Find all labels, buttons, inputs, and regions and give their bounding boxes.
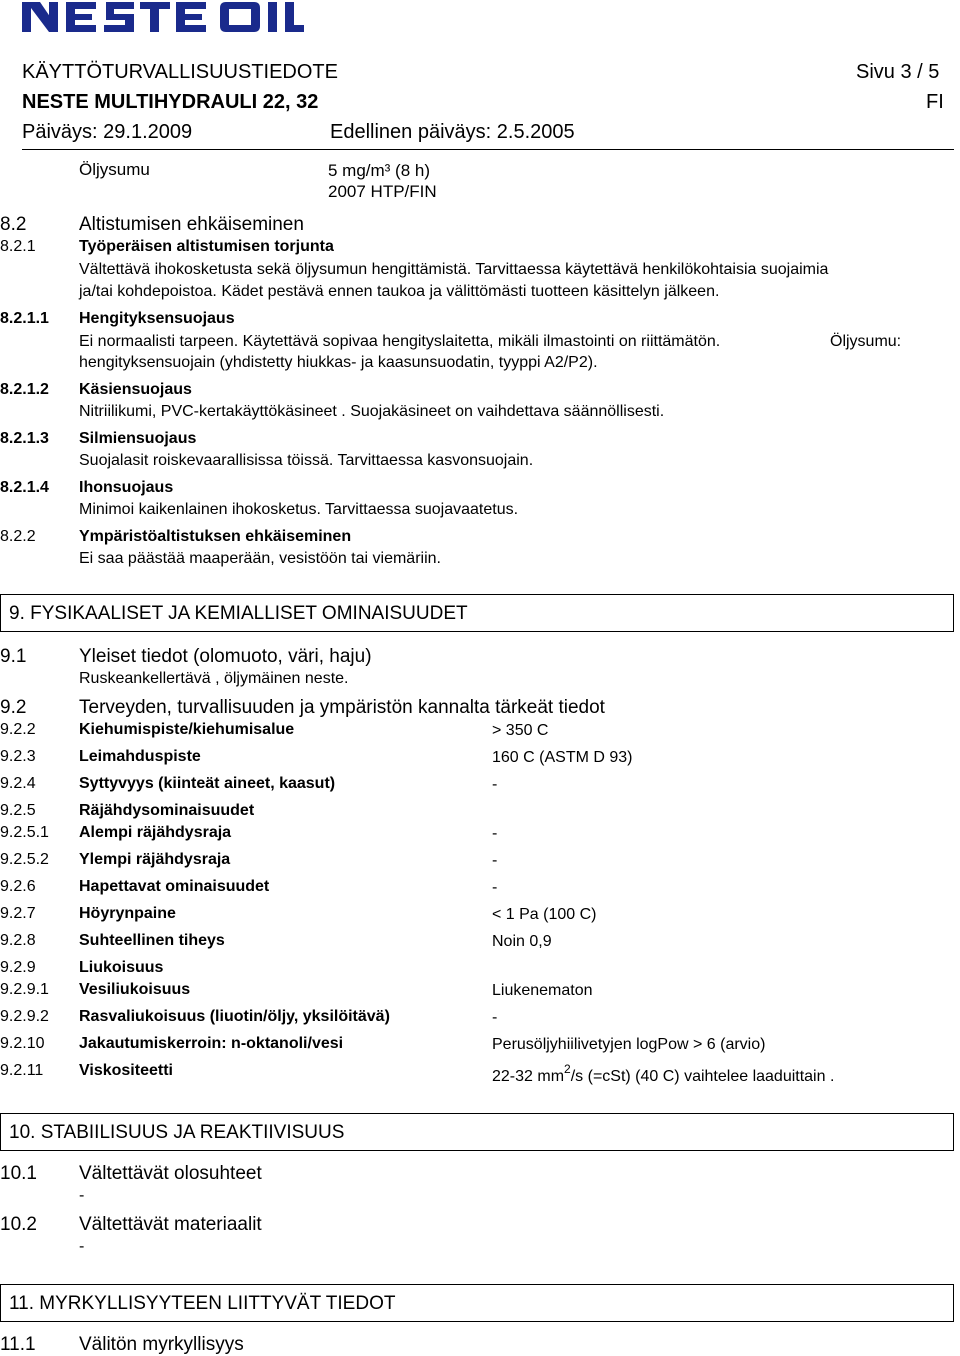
section-8-2-1-2-title: Käsiensuojaus	[79, 381, 192, 398]
prop-row-value: -	[492, 1009, 498, 1026]
prop-row-number: 9.2.10	[0, 1035, 45, 1052]
prop-row-number: 9.2.9	[0, 959, 36, 976]
prop-row-value: Liukenematon	[492, 982, 593, 999]
section-8-2-number: 8.2	[0, 214, 27, 235]
section-8-2-1-number: 8.2.1	[0, 238, 36, 255]
section-8-2-1-1-title: Hengityksensuojaus	[79, 310, 235, 327]
section-8-2-1-text-2: ja/tai kohdepoistoa. Kädet pestävä ennen taukoa ja välittömästi tuotteen käsittelyn jälkeen.	[79, 283, 720, 300]
page-indicator: Sivu 3 / 5	[856, 61, 940, 83]
document-type: KÄYTTÖTURVALLISUUSTIEDOTE	[22, 61, 338, 83]
section-8-2-1-3-title: Silmiensuojaus	[79, 430, 197, 447]
prop-row-label: Räjähdysominaisuudet	[79, 802, 255, 819]
section-8-2-2-text: Ei saa päästää maaperään, vesistöön tai viemäriin.	[79, 550, 441, 567]
section-10-1-number: 10.1	[0, 1163, 37, 1184]
section-8-2-1-4-title: Ihonsuojaus	[79, 479, 174, 496]
prop-row-number: 9.2.9.2	[0, 1008, 49, 1025]
prop-row-value: 160 C (ASTM D 93)	[492, 749, 633, 766]
section-8-2-1-1-text-1b: Öljysumu:	[830, 333, 902, 350]
section-8-2-1-text-1: Vältettävä ihokosketusta sekä öljysumun hengittämistä. Tarvittaessa käytettävä henkilökohtaisia suojaimia	[79, 261, 829, 278]
issue-date: Päiväys: 29.1.2009	[22, 121, 193, 143]
prop-row-value: < 1 Pa (100 C)	[492, 906, 597, 923]
section-9-title: 9. FYSIKAALISET JA KEMIALLISET OMINAISUUDET	[9, 603, 468, 624]
prop-row-number: 9.2.6	[0, 878, 36, 895]
section-9-2-title: Terveyden, turvallisuuden ja ympäristön kannalta tärkeät tiedot	[79, 697, 605, 718]
viscosity-number: 9.2.11	[0, 1062, 44, 1079]
prop-row-label: Hapettavat ominaisuudet	[79, 878, 270, 895]
prop-row-number: 9.2.7	[0, 905, 36, 922]
viscosity-label: Viskositeetti	[79, 1062, 173, 1079]
prop-row-label: Höyrynpaine	[79, 905, 176, 922]
section-8-2-1-2-text: Nitriilikumi, PVC-kertakäyttökäsineet . Suojakäsineet on vaihdettava säännöllisesti.	[79, 403, 665, 420]
section-9-1-number: 9.1	[0, 646, 27, 667]
section-8-2-2-number: 8.2.2	[0, 528, 36, 545]
section-9-header-box	[0, 594, 954, 632]
prop-row-value: -	[492, 825, 498, 842]
prop-row-value: -	[492, 776, 498, 793]
section-8-2-1-title: Työperäisen altistumisen torjunta	[79, 238, 334, 255]
section-10-2-number: 10.2	[0, 1214, 37, 1235]
section-8-2-1-4-number: 8.2.1.4	[0, 479, 49, 496]
viscosity-value	[492, 1062, 835, 1086]
header-divider	[22, 149, 954, 150]
section-10-2-title: Vältettävät materiaalit	[79, 1214, 262, 1235]
viscosity-value-rest: /s (=cSt) (40 C) vaihtelee laaduittain .	[570, 1068, 835, 1085]
neste-oil-logo	[22, 0, 304, 36]
prop-row-label: Jakautumiskerroin: n-oktanoli/vesi	[79, 1035, 344, 1052]
section-10-2-text: -	[79, 1238, 85, 1255]
language-code: FI	[926, 91, 944, 113]
prop-row-label: Ylempi räjähdysraja	[79, 851, 231, 868]
prop-row-label: Leimahduspiste	[79, 748, 201, 765]
viscosity-value-main: 22-32 mm	[492, 1068, 565, 1085]
section-9-1-title: Yleiset tiedot (olomuoto, väri, haju)	[79, 646, 372, 667]
prop-row-label: Suhteellinen tiheys	[79, 932, 225, 949]
section-8-2-1-1-number: 8.2.1.1	[0, 310, 49, 327]
prop-row-label: Liukoisuus	[79, 959, 164, 976]
section-9-2-number: 9.2	[0, 697, 27, 718]
product-name: NESTE MULTIHYDRAULI 22, 32	[22, 91, 319, 113]
section-10-1-text: -	[79, 1187, 85, 1204]
limit-substance: Öljysumu	[79, 160, 150, 179]
prop-row-label: Vesiliukoisuus	[79, 981, 191, 998]
prop-row-label: Kiehumispiste/kiehumisalue	[79, 721, 295, 738]
section-8-2-1-1-text-1: Ei normaalisti tarpeen. Käytettävä sopivaa hengityslaitetta, mikäli ilmastointi on riittämätön.	[79, 333, 721, 350]
section-8-2-1-3-text: Suojalasit roiskevaarallisissa töissä. Tarvittaessa kasvonsuojain.	[79, 452, 534, 469]
section-10-title: 10. STABIILISUUS JA REAKTIIVISUUS	[9, 1122, 345, 1143]
section-11-header-box	[0, 1284, 954, 1322]
section-8-2-1-3-number: 8.2.1.3	[0, 430, 49, 447]
section-10-1-title: Vältettävät olosuhteet	[79, 1163, 262, 1184]
prop-row-value: Noin 0,9	[492, 933, 552, 950]
section-8-2-1-1-text-2: hengityksensuojain (yhdistetty hiukkas- ja kaasunsuodatin, tyyppi A2/P2).	[79, 354, 598, 371]
previous-date: Edellinen päiväys: 2.5.2005	[330, 121, 575, 143]
section-8-2-1-2-number: 8.2.1.2	[0, 381, 49, 398]
section-11-1-number: 11.1	[0, 1334, 36, 1355]
section-9-1-text: Ruskeankellertävä , öljymäinen neste.	[79, 670, 349, 687]
prop-row-number: 9.2.3	[0, 748, 36, 765]
prop-row-number: 9.2.9.1	[0, 981, 49, 998]
limit-source: 2007 HTP/FIN	[328, 182, 437, 201]
limit-value: 5 mg/m³ (8 h)	[328, 161, 431, 180]
prop-row-value: -	[492, 852, 498, 869]
section-8-2-title: Altistumisen ehkäiseminen	[79, 214, 304, 235]
section-11-1-title: Välitön myrkyllisyys	[79, 1334, 244, 1355]
prop-row-number: 9.2.5	[0, 802, 36, 819]
prop-row-number: 9.2.5.2	[0, 851, 49, 868]
prop-row-number: 9.2.8	[0, 932, 36, 949]
prop-row-number: 9.2.2	[0, 721, 36, 738]
viscosity-value-exponent: 2	[564, 1062, 571, 1076]
prop-row-number: 9.2.5.1	[0, 824, 49, 841]
section-8-2-2-title: Ympäristöaltistuksen ehkäiseminen	[79, 528, 352, 545]
prop-row-value: > 350 C	[492, 722, 549, 739]
prop-row-value: -	[492, 879, 498, 896]
prop-row-label: Syttyvyys (kiinteät aineet, kaasut)	[79, 775, 336, 792]
section-10-header-box	[0, 1113, 954, 1151]
section-11-title: 11. MYRKYLLISYYTEEN LIITTYVÄT TIEDOT	[9, 1293, 396, 1314]
prop-row-label: Alempi räjähdysraja	[79, 824, 232, 841]
prop-row-number: 9.2.4	[0, 775, 36, 792]
prop-row-value: Perusöljyhiilivetyjen logPow > 6 (arvio)	[492, 1036, 766, 1053]
prop-row-label: Rasvaliukoisuus (liuotin/öljy, yksilöitävä)	[79, 1008, 390, 1025]
section-8-2-1-4-text: Minimoi kaikenlainen ihokosketus. Tarvittaessa suojavaatetus.	[79, 501, 519, 518]
